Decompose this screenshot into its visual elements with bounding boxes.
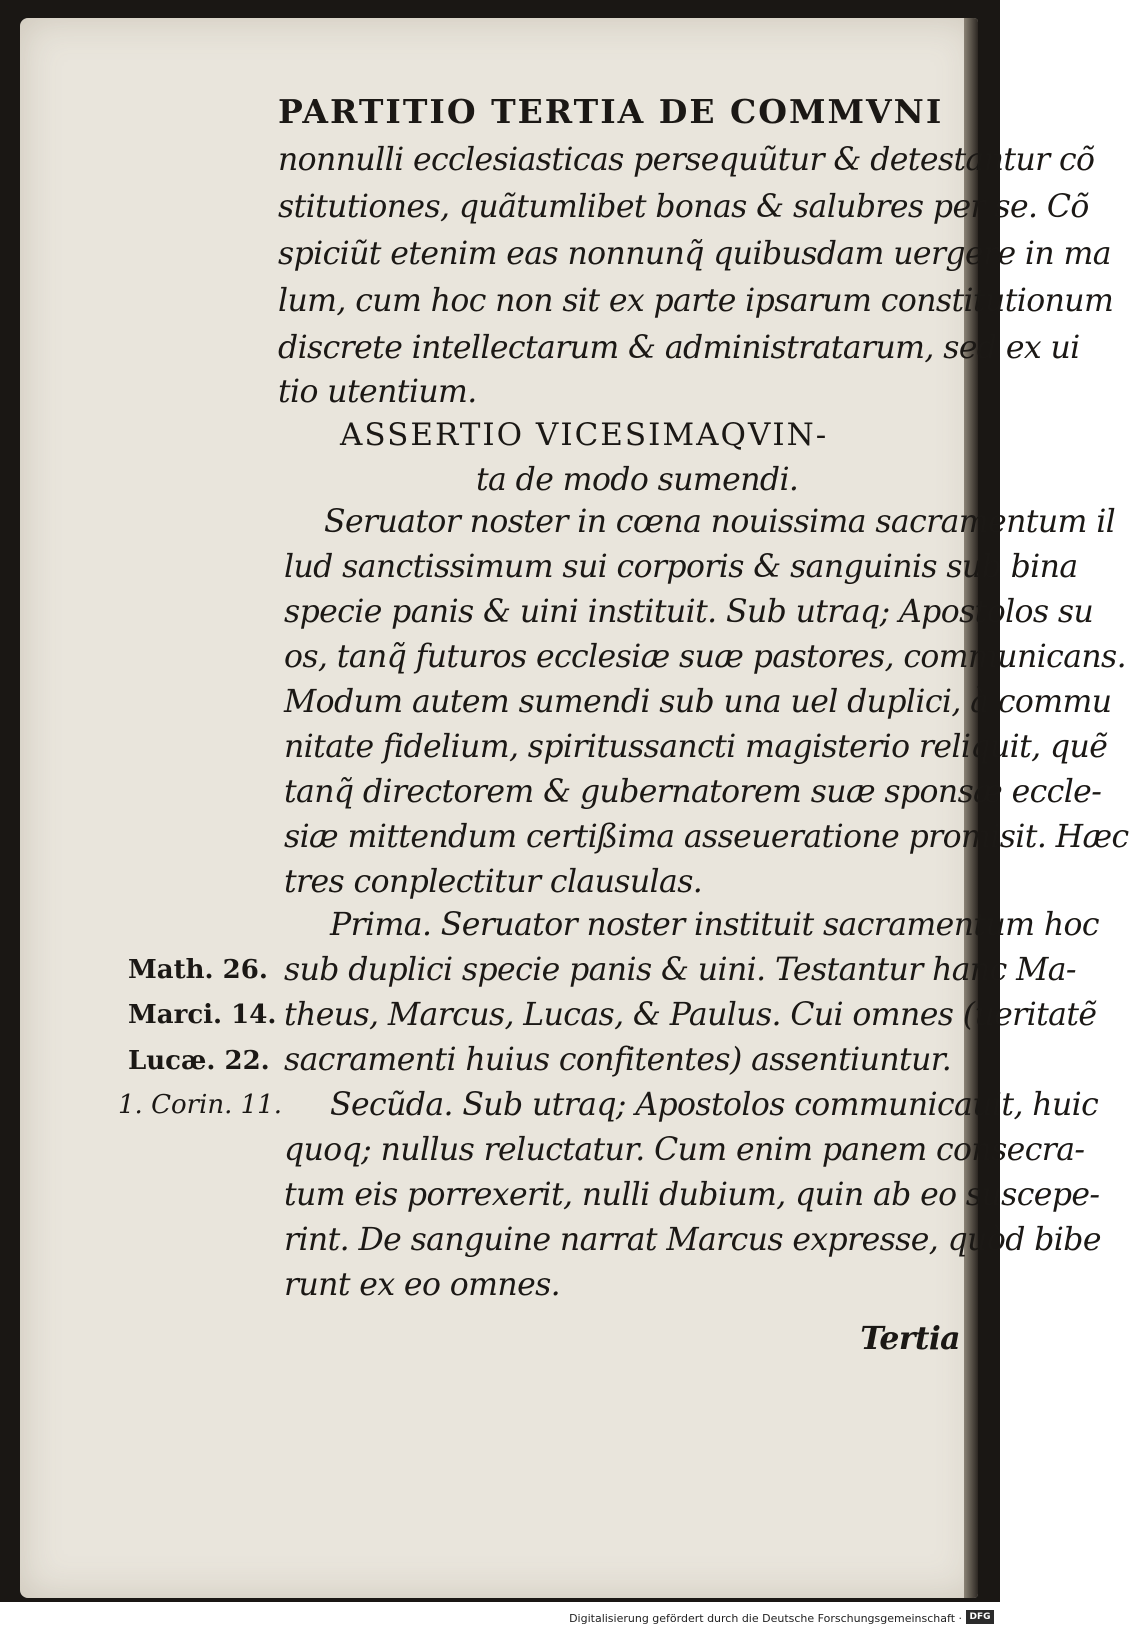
text-line: theus, Marcus, Lucas, & Paulus. Cui omnes (ueritatẽ: [284, 997, 1097, 1033]
marginal-reference: 1. Corin. 11.: [118, 1090, 282, 1120]
marginal-reference: Marci. 14.: [128, 1000, 277, 1030]
text-line: sub duplici specie panis & uini. Testantur hanc Ma-: [284, 952, 1076, 988]
text-line: quoq; nullus reluctatur. Cum enim panem consecra-: [284, 1132, 1085, 1168]
assertion-subheading: ta de modo sumendi.: [476, 462, 799, 498]
footer-credit: Digitalisierung gefördert durch die Deutsche Forschungsgemeinschaft ·: [569, 1612, 962, 1625]
text-line: os, tanq̃ futuros ecclesiæ suæ pastores, communicans.: [284, 639, 1127, 675]
text-line: Secũda. Sub utraq; Apostolos communicauit, huic: [330, 1087, 1099, 1123]
text-line: runt ex eo omnes.: [284, 1267, 561, 1303]
text-line: discrete intellectarum & administratarum, sed ex ui: [278, 330, 1080, 366]
text-line: siæ mittendum certißima asseueratione promisit. Hæc: [284, 819, 1129, 855]
marginal-reference: Math. 26.: [128, 955, 268, 985]
text-line: tio utentium.: [278, 374, 477, 410]
catchword: Tertia: [860, 1320, 960, 1357]
marginal-reference: Lucæ. 22.: [128, 1046, 270, 1076]
text-line: sacramenti huius confitentes) assentiuntur.: [284, 1042, 952, 1078]
text-line: Prima. Seruator noster instituit sacramentum hoc: [330, 907, 1099, 943]
text-line: rint. De sanguine narrat Marcus expresse, quòd bibe: [284, 1222, 1101, 1258]
text-line: specie panis & uini instituit. Sub utraq; Apostolos su: [284, 594, 1094, 630]
text-line: stitutiones, quãtumlibet bonas & salubres per se. Cõ: [278, 189, 1089, 225]
text-line: lum, cum hoc non sit ex parte ipsarum constitutionum: [278, 283, 1114, 319]
dfg-logo-icon: DFG: [966, 1610, 994, 1624]
text-line: tanq̃ directorem & gubernatorem suæ sponsæ eccle-: [284, 774, 1102, 810]
text-line: tum eis porrexerit, nulli dubium, quin ab eo suscepe-: [284, 1177, 1100, 1213]
text-line: Seruator noster in cœna nouissima sacramentum il: [324, 504, 1116, 540]
text-line: nonnulli ecclesiasticas persequũtur & detestantur cõ: [278, 142, 1095, 178]
text-line: Modum autem sumendi sub una uel duplici, à commu: [284, 684, 1112, 720]
assertion-heading: ASSERTIO VICESIMAQVIN-: [340, 417, 829, 453]
text-line: tres conplectitur clausulas.: [284, 864, 703, 900]
digitization-footer: [0, 1602, 1000, 1632]
running-header: PARTITIO TERTIA DE COMMVNI: [278, 92, 944, 131]
text-line: lud sanctissimum sui corporis & sanguinis sub bina: [284, 549, 1078, 585]
text-line: nitate fidelium, spiritussancti magisterio reliquit, quẽ: [284, 729, 1108, 765]
text-line: spiciũt etenim eas nonnunq̃ quibusdam uergere in ma: [278, 236, 1111, 272]
